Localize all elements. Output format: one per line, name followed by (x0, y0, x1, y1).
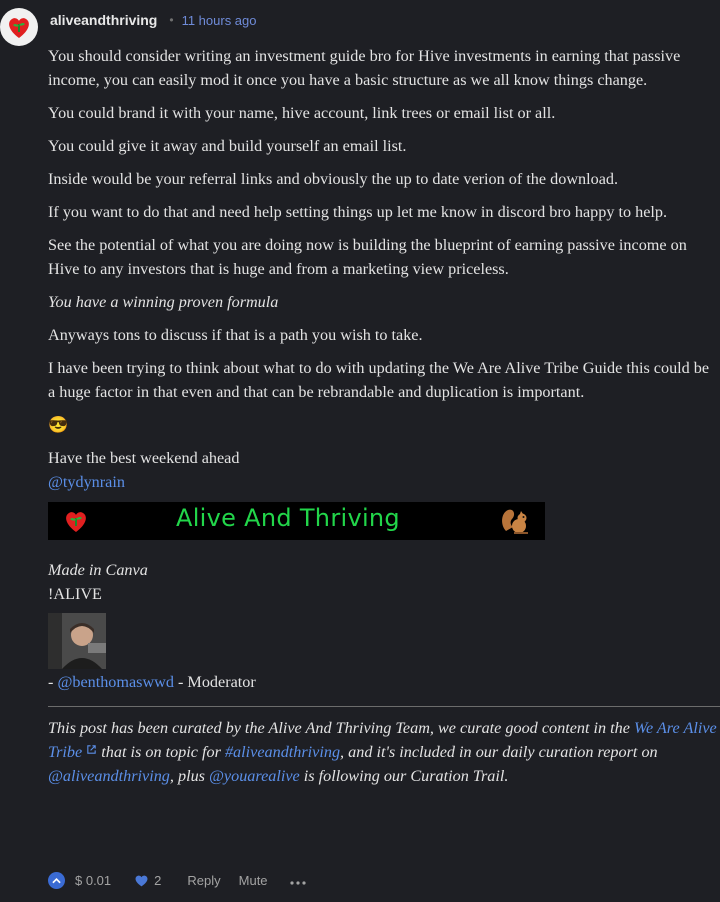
paragraph: You should consider writing an investment guide bro for Hive investments in earning that passive income, you can easily mod it once you have a basic structure as we all know things change. (48, 47, 681, 89)
emoji: 😎 (48, 416, 69, 434)
trail-link[interactable]: @youarealive (209, 767, 300, 785)
separator-dot: • (169, 13, 174, 27)
more-options-icon (290, 881, 306, 885)
tribe-link-label: We Are Alive Tribe (48, 719, 717, 761)
external-link-icon (86, 744, 97, 755)
alive-banner-image (48, 502, 545, 540)
divider (48, 706, 720, 707)
paragraph: I have been trying to think about what to do with updating the We Are Alive Tribe Guide this could be a huge factor in that even and that can be rebrandable and duplication is important. (48, 359, 710, 401)
comment-header (50, 12, 257, 28)
author-avatar[interactable] (0, 8, 38, 46)
closing-block (48, 446, 720, 494)
author-name[interactable]: aliveandthriving (50, 12, 158, 28)
moderator-suffix: - Moderator (173, 673, 256, 691)
sprout-heart-icon (4, 12, 34, 42)
curation-text: , and it's included in our daily curation report on (340, 743, 658, 761)
person-photo-icon (48, 613, 106, 669)
moderator-line (48, 670, 720, 694)
italic-line: You have a winning proven formula (48, 293, 279, 311)
heart-icon (135, 875, 148, 887)
mention-link[interactable]: @tydynrain (48, 473, 125, 491)
curation-text: is following our Curation Trail. (299, 767, 509, 785)
sprout-heart-icon (60, 506, 92, 536)
moderator-photo (48, 613, 106, 669)
paragraph: Inside would be your referral links and obviously the up to date verion of the download. (48, 170, 619, 188)
moderator-prefix: - (48, 673, 58, 691)
curation-text: , plus (169, 767, 210, 785)
comment-body (48, 44, 720, 788)
moderator-link[interactable]: @benthomaswwd (57, 673, 174, 691)
more-options-button[interactable] (290, 873, 306, 888)
squirrel-icon (498, 505, 532, 537)
curation-note (48, 716, 720, 788)
upvote-chevron-icon (52, 877, 61, 884)
upvote-button[interactable] (48, 872, 65, 889)
curator-link[interactable]: @aliveandthriving (48, 767, 170, 785)
comment-footer (48, 872, 306, 889)
closing-text: Have the best weekend ahead (48, 449, 240, 467)
curation-text: This post has been curated by the Alive And Thriving Team, we curate good content in the (48, 719, 634, 737)
paragraph: You could give it away and build yourself an email list. (48, 137, 407, 155)
votes-count: 2 (154, 873, 162, 888)
paragraph: See the potential of what you are doing now is building the blueprint of earning passive income on Hive to any investors that is huge and from a marketing view priceless. (48, 236, 687, 278)
payout-value[interactable]: $ 0.01 (75, 873, 112, 888)
paragraph: Anyways tons to discuss if that is a path you wish to take. (48, 326, 423, 344)
banner-text: Alive And Thriving (176, 504, 400, 532)
paragraph: If you want to do that and need help setting things up let me know in discord bro happy to help. (48, 203, 668, 221)
made-in-canva: Made in Canva (48, 561, 148, 579)
timestamp[interactable]: 11 hours ago (181, 12, 257, 28)
alive-tag: !ALIVE (48, 585, 102, 603)
mute-button[interactable]: Mute (238, 873, 268, 888)
reply-button[interactable]: Reply (187, 873, 221, 888)
paragraph: You could brand it with your name, hive account, link trees or email list or all. (48, 104, 556, 122)
votes-count-button[interactable] (135, 873, 161, 888)
curation-text: that is on topic for (97, 743, 225, 761)
hashtag-link[interactable]: #aliveandthriving (224, 743, 341, 761)
